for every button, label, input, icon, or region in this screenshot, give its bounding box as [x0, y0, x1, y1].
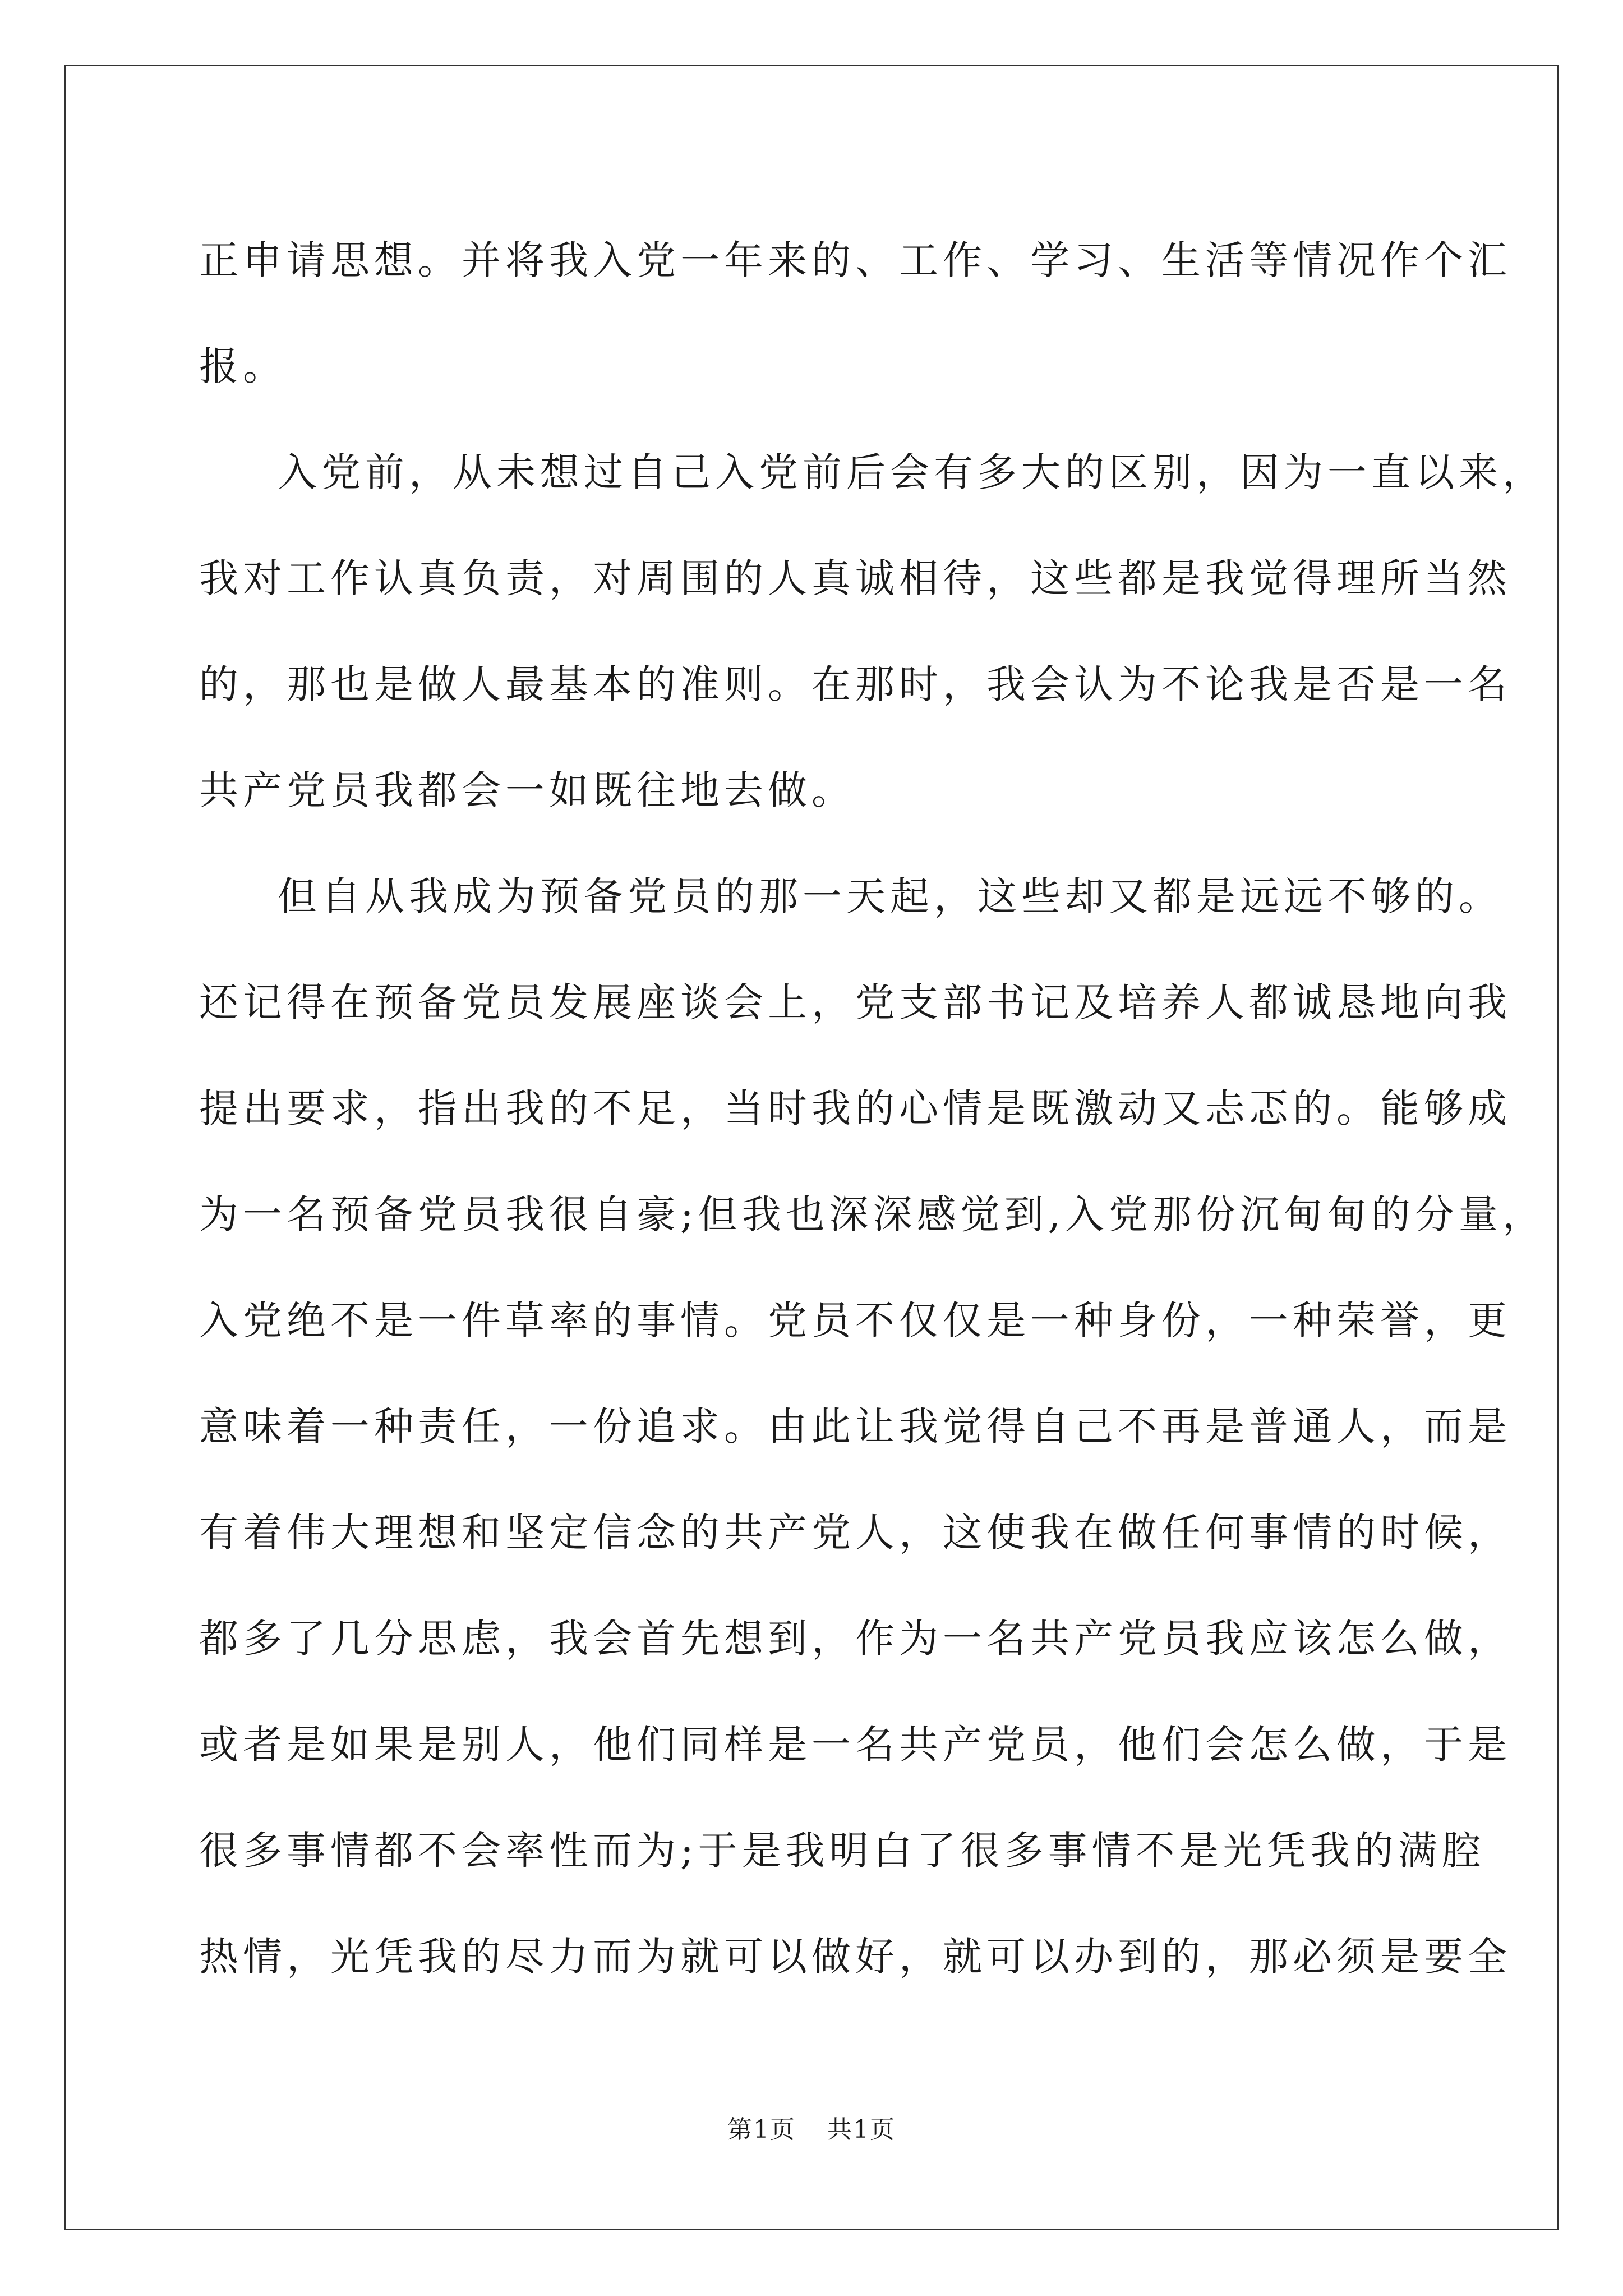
- text-line: 报。: [199, 343, 287, 389]
- page-footer: [0, 2109, 1623, 2145]
- text-line: 都多了几分思虑，我会首先想到，作为一名共产党员我应该怎么做，: [199, 1616, 1511, 1662]
- text-line: 有着伟大理想和坚定信念的共产党人，这使我在做任何事情的时候，: [199, 1510, 1511, 1556]
- text-line: 或者是如果是别人，他们同样是一名共产党员，他们会怎么做，于是: [199, 1722, 1511, 1768]
- text-line: 提出要求，指出我的不足，当时我的心情是既激动又忐忑的。能够成: [199, 1085, 1511, 1131]
- text-line: 正申请思想。并将我入党一年来的、工作、学习、生活等情况作个汇: [199, 237, 1511, 283]
- text-line: 为一名预备党员我很自豪;但我也深深感觉到,入党那份沉甸甸的分量，: [199, 1191, 1546, 1237]
- text-line: 的，那也是做人最基本的准则。在那时，我会认为不论我是否是一名: [199, 661, 1511, 707]
- text-line: 但自从我成为预备党员的那一天起，这些却又都是远远不够的。: [278, 873, 1502, 919]
- text-line: 入党绝不是一件草率的事情。党员不仅仅是一种身份，一种荣誉，更: [199, 1297, 1511, 1343]
- page-total: 共1页: [827, 2115, 896, 2144]
- text-line: 共产党员我都会一如既往地去做。: [199, 767, 855, 813]
- text-line: 我对工作认真负责，对周围的人真诚相待，这些都是我觉得理所当然: [199, 555, 1511, 601]
- text-line: 意味着一种责任，一份追求。由此让我觉得自己不再是普通人，而是: [199, 1404, 1511, 1450]
- text-line: 很多事情都不会率性而为;于是我明白了很多事情不是光凭我的满腔: [199, 1828, 1486, 1874]
- text-line: 热情，光凭我的尽力而为就可以做好，就可以办到的，那必须是要全: [199, 1934, 1511, 1980]
- text-line: 还记得在预备党员发展座谈会上，党支部书记及培养人都诚恳地向我: [199, 979, 1511, 1025]
- document-body: [199, 208, 1546, 2010]
- page-number: 第1页: [727, 2115, 796, 2144]
- text-line: 入党前，从未想过自己入党前后会有多大的区别，因为一直以来，: [278, 449, 1546, 495]
